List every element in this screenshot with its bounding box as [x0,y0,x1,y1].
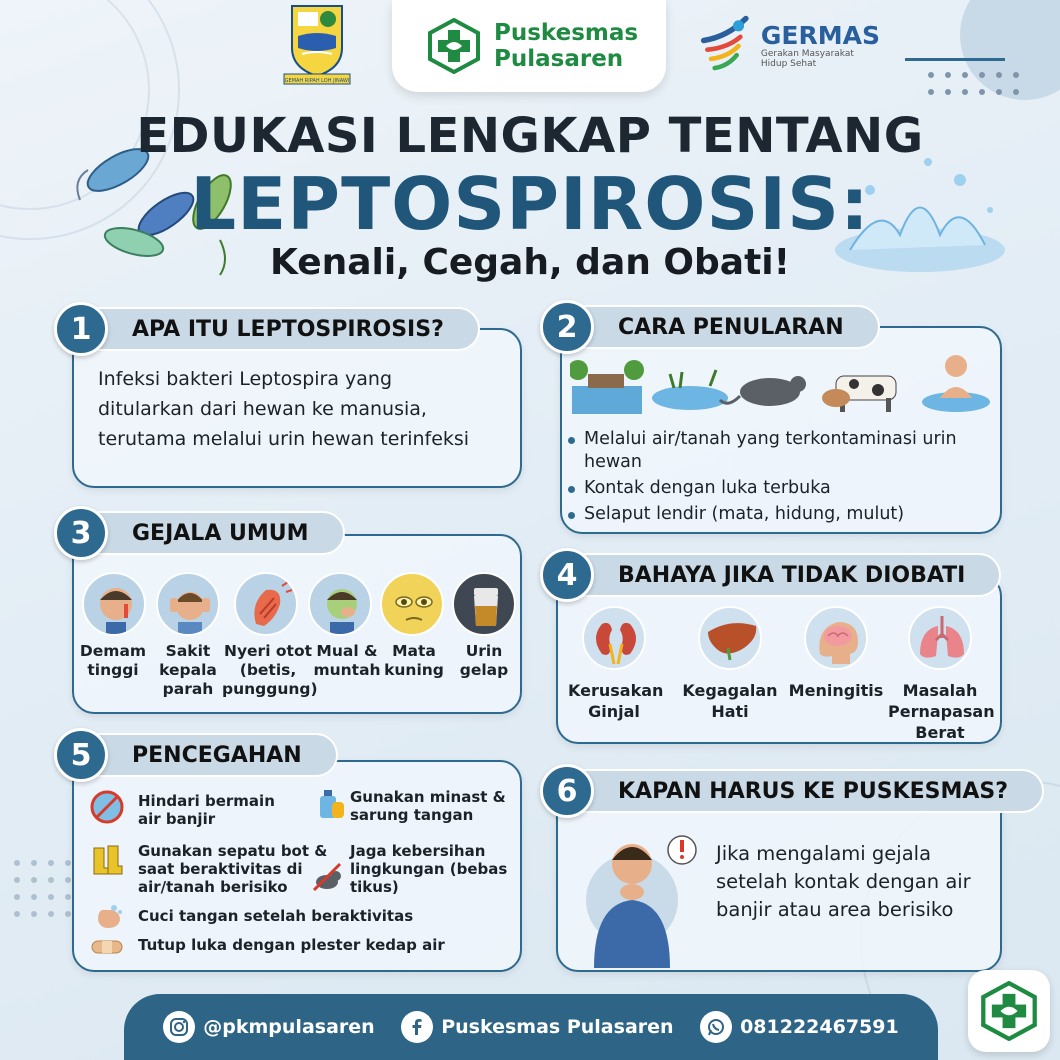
prevention-item-e: Cuci tangan setelah beraktivitas [138,907,414,925]
symptom-label-muscle: Nyeri otot (betis, punggung) [222,642,318,698]
footer-facebook[interactable] [401,1011,673,1043]
flood-icon [570,360,644,414]
danger-label-liver: Kegagalan Hati [682,681,778,721]
clean-environment-icon [310,860,344,894]
danger-label-lungs: Masalah Pernapasan Berat [888,681,995,742]
section-6-body [716,840,1000,924]
title-line-1: EDUKASI LENGKAP TENTANG [136,108,924,164]
danger-label-kidney: Kerusakan Ginjal [568,681,664,721]
section-1-header [54,302,480,356]
brand-line-2: Pulasaren [494,46,624,72]
section-2-title: CARA PENULARAN [580,305,880,349]
title-line-3: Kenali, Cegah, dan Obati! [269,242,791,283]
facebook-icon [401,1011,433,1043]
prevention-item-c: Gunakan sepatu bot & saat beraktivitas di air/tanah berisiko [138,842,328,896]
title-line-2: LEPTOSPIROSIS: [190,162,870,246]
section-6-line-2: setelah kontak dengan air [716,870,971,893]
no-flood-icon [90,790,124,824]
germas-logo [700,8,880,84]
bullet-item: Melalui air/tanah yang terkontaminasi urin hewan [566,428,1002,474]
section-4-number: 4 [540,548,594,602]
section-6-line-3: banjir atau area berisiko [716,898,954,921]
cattle-icon [822,376,896,412]
section-1-line-1: Infeksi bakteri Leptospira yang [98,368,393,390]
bullet-item: Kontak dengan luka terbuka [566,477,1002,500]
section-4-title: BAHAYA JIKA TIDAK DIOBATI [580,553,1001,597]
kidney-icon [582,606,646,670]
puddle-icon [652,370,728,410]
rat-icon [720,376,806,406]
dots-top-right [928,72,1019,95]
puskesmas-cross-icon [426,18,482,74]
section-6-title: KAPAN HARUS KE PUSKESMAS? [580,769,1044,813]
instagram-icon [163,1011,195,1043]
line-top-right [905,58,1005,61]
section-1-line-3: terutama melalui urin hewan terinfeksi [98,428,470,450]
section-4-header [540,548,1001,602]
prevention-item-f: Tutup luka dengan plester kedap air [138,936,445,954]
puskesmas-logo-card [392,0,666,92]
section-6-number: 6 [540,764,594,818]
section-2-number: 2 [540,300,594,354]
section-6-line-1: Jika mengalami gejala [716,842,932,865]
muscle-icon [234,572,298,636]
footer-whatsapp[interactable] [700,1011,899,1043]
footer-bar [124,994,938,1060]
germas-sub-1: Gerakan Masyarakat [760,49,854,59]
section-1-title: APA ITU LEPTOSPIROSIS? [94,307,480,351]
yellow-eye-icon [380,572,444,636]
urine-icon [452,572,516,636]
footer-instagram[interactable] [163,1011,374,1043]
section-3-number: 3 [54,506,108,560]
section-6-header [540,764,1044,818]
symptom-label-nausea: Mual & muntah [313,642,381,679]
prevention-item-d: Jaga kebersihan lingkungan (bebas tikus) [350,842,508,896]
germas-title: GERMAS [760,21,880,50]
corner-puskesmas-logo [968,970,1050,1052]
section-1-line-2: ditularkan dari hewan ke manusia, [98,398,427,420]
boots-icon [90,842,124,876]
section-5-header [54,728,338,782]
nausea-icon [308,572,372,636]
brain-icon [804,606,868,670]
dots-bottom-left [14,860,71,917]
section-5-title: PENCEGAHAN [94,733,338,777]
symptom-label-urine: Urin gelap [459,642,509,679]
prevention-item-b: Gunakan minast & sarung tangan [350,788,506,824]
instagram-handle: @pkmpulasaren [203,1016,375,1038]
section-5-number: 5 [54,728,108,782]
headache-icon [156,572,220,636]
city-crest-logo [276,2,358,88]
germas-swoosh-icon [700,10,757,82]
transmission-illustrations [570,348,1000,418]
germas-sub-2: Hidup Sehat [760,59,817,69]
sanitizer-gloves-icon [312,786,346,820]
section-2-header [540,300,880,354]
danger-label-brain: Meningitis [788,681,884,700]
section-2-bullets [566,428,1002,529]
section-1-body [98,364,518,454]
lungs-icon [908,606,972,670]
swimming-person-icon [922,355,990,412]
bandage-icon [90,930,124,964]
section-3-title: GEJALA UMUM [94,511,345,555]
facebook-name: Puskesmas Pulasaren [441,1016,674,1038]
section-3-header [54,506,345,560]
symptom-label-headache: Sakit kepala parah [159,642,217,698]
brand-line-1: Puskesmas [494,20,639,46]
crest-motto: GEMAH RIPAH LOH JINAWI [284,78,350,84]
puskesmas-cross-icon-small [979,981,1039,1041]
hand-wash-icon [92,900,126,934]
liver-icon [698,606,762,670]
sick-person-illustration [582,820,702,968]
fever-icon [82,572,146,636]
section-1-number: 1 [54,302,108,356]
bullet-item: Selaput lendir (mata, hidung, mulut) [566,503,1002,526]
whatsapp-number: 081222467591 [740,1016,899,1038]
prevention-item-a: Hindari bermain air banjir [138,792,275,828]
symptom-label-yellow-eye: Mata kuning [384,642,444,679]
symptom-label-fever: Demam tinggi [79,642,147,679]
whatsapp-icon [700,1011,732,1043]
